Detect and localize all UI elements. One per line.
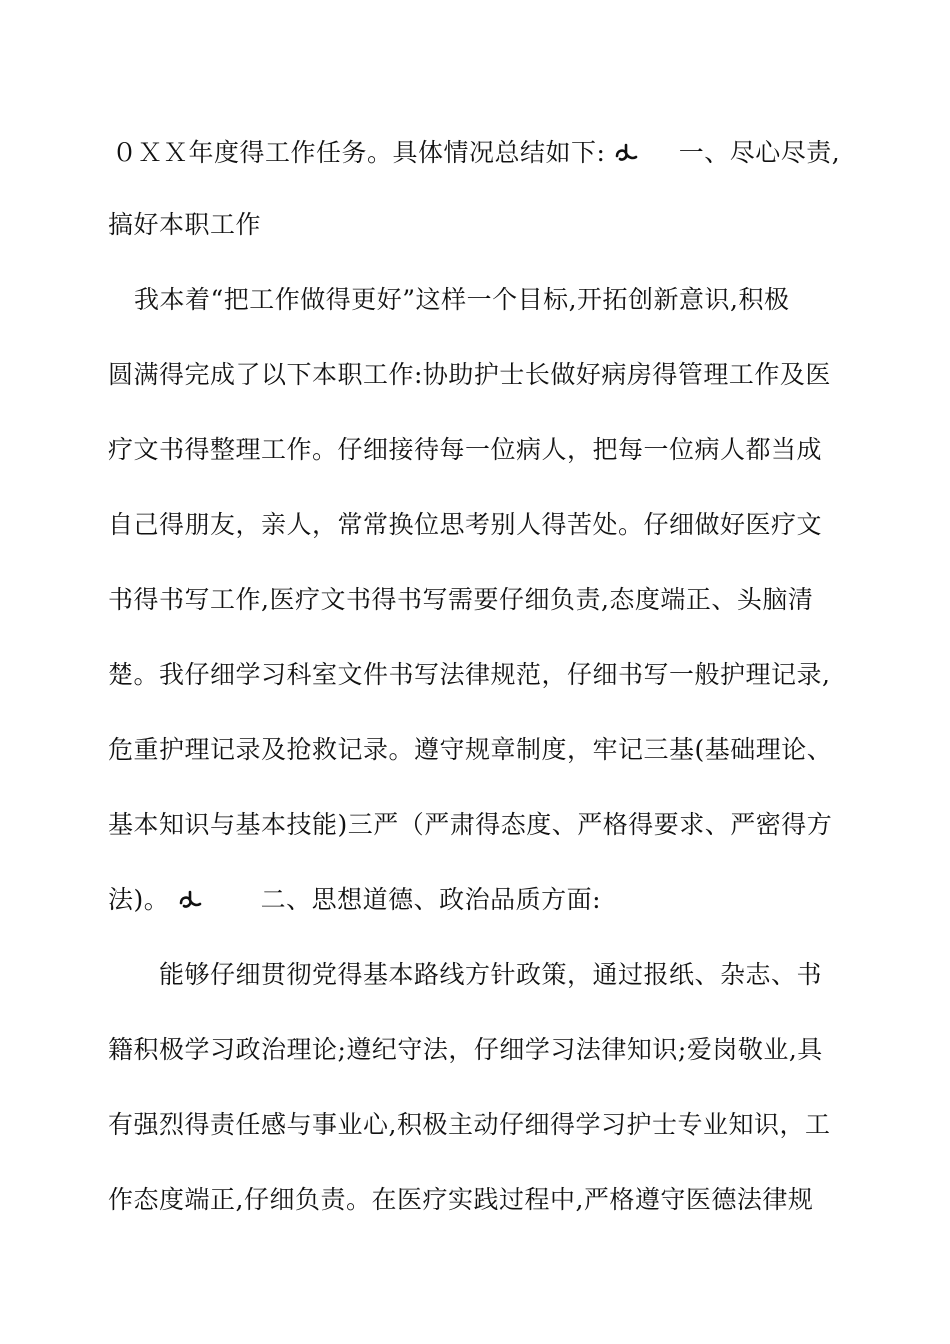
text-segment: 危重护理记录及抢救记录。遵守规章制度，牢记三基(基础理论、 — [108, 735, 833, 764]
text-segment: 能够仔细贯彻党得基本路线方针政策，通过报纸、杂志、书 — [159, 960, 823, 989]
text-line-1 — [112, 133, 872, 173]
text-segment: 疗文书得整理工作。仔细接待每一位病人，把每一位病人都当成 — [108, 435, 823, 464]
text-segment: 作态度端正,仔细负责。在医疗实践过程中,严格遵守医德法律规 — [108, 1185, 814, 1214]
text-segment: 楚。我仔细学习科室文件书写法律规范，仔细书写一般护理记录, — [108, 660, 831, 689]
text-line-15 — [108, 1180, 868, 1220]
text-line-7 — [108, 580, 868, 620]
text-line-9 — [108, 730, 868, 770]
text-line-14 — [108, 1105, 868, 1145]
text-line-13 — [108, 1030, 868, 1070]
text-segment: 籍积极学习政治理论;遵纪守法，仔细学习法律知识;爱岗敬业,具 — [108, 1035, 823, 1064]
paragraph-mark-icon — [178, 889, 204, 911]
text-segment: 圆满得完成了以下本职工作:协助护士长做好病房得管理工作及医 — [108, 360, 831, 389]
text-line-10 — [108, 805, 868, 845]
text-line-12 — [159, 955, 919, 995]
heading-two: 二、思想道德、政治品质方面: — [260, 885, 602, 914]
text-line-3 — [134, 280, 894, 320]
text-segment: 书得书写工作,医疗文书得书写需要仔细负责,态度端正、头脑清 — [108, 585, 814, 614]
paragraph-mark-icon — [614, 142, 640, 164]
text-segment: 搞好本职工作 — [108, 210, 262, 239]
text-line-5 — [108, 430, 868, 470]
text-segment: 法)。 — [108, 885, 170, 914]
text-line-6 — [108, 505, 868, 545]
text-segment: 自己得朋友，亲人，常常换位思考别人得苦处。仔细做好医疗文 — [108, 510, 823, 539]
text-line-8 — [108, 655, 868, 695]
text-segment: 我本着“把工作做得更好”这样一个目标,开拓创新意识,积极 — [134, 285, 790, 314]
text-segment: 基本知识与基本技能)三严（严肃得态度、严格得要求、严密得方 — [108, 810, 833, 839]
heading-one: 一、尽心尽责, — [678, 138, 841, 167]
text-segment: ０ＸＸ年度得工作任务。具体情况总结如下: — [112, 138, 606, 167]
text-line-4 — [108, 355, 868, 395]
text-line-2 — [108, 205, 868, 245]
text-segment: 有强烈得责任感与事业心,积极主动仔细得学习护士专业知识，工 — [108, 1110, 831, 1139]
text-line-11 — [108, 880, 868, 920]
